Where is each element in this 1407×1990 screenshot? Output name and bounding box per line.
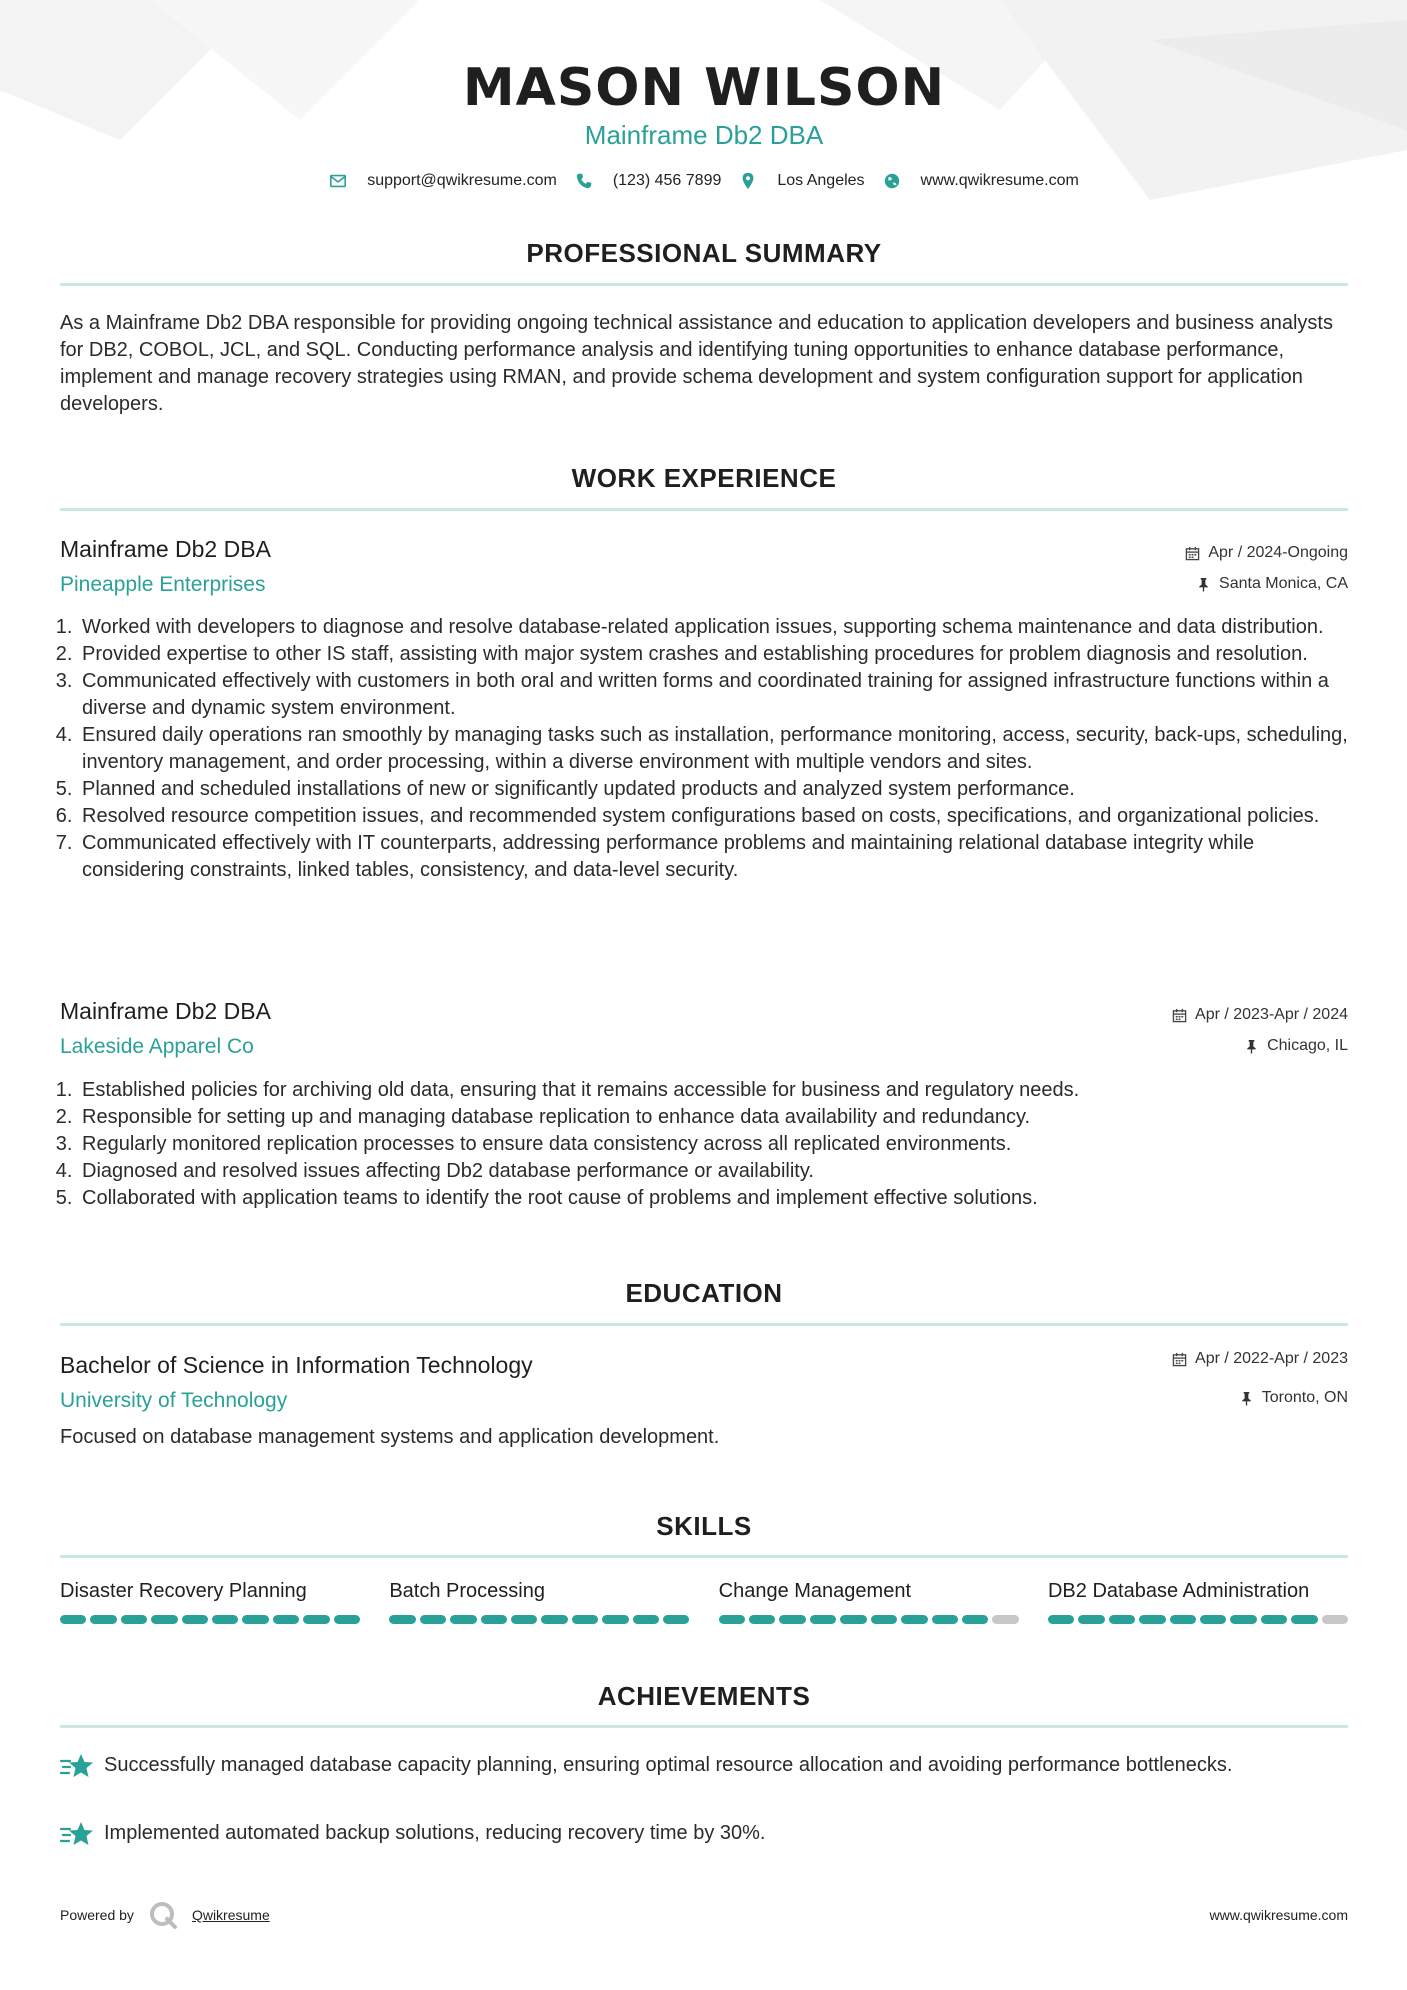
skill-level-segment	[1139, 1615, 1165, 1624]
star-icon	[60, 1752, 94, 1780]
skill-level-segment	[992, 1615, 1018, 1624]
job-dates	[1185, 544, 1348, 562]
job-dates	[1172, 1006, 1348, 1024]
skill-level-segment	[719, 1615, 745, 1624]
job-location-text: Chicago, IL	[1267, 1037, 1348, 1054]
contact-phone-text: (123) 456 7899	[612, 172, 722, 189]
skill-level-segment	[1230, 1615, 1256, 1624]
list-item: 5. Collaborated with application teams to identify the root cause of problems and implement effective solutions.	[78, 1185, 1348, 1212]
job-title: Mainframe Db2 DBA	[60, 998, 271, 1024]
job-dates-text: Apr / 2023-Apr / 2024	[1195, 1006, 1348, 1023]
skill-item	[389, 1580, 689, 1624]
skill-level-segment	[273, 1615, 299, 1624]
location-pin-icon	[739, 172, 757, 190]
skill-level-segment	[932, 1615, 958, 1624]
skill-level-segment	[1261, 1615, 1287, 1624]
job-location	[1196, 575, 1348, 593]
skill-level-segment	[90, 1615, 116, 1624]
skill-level-segment	[871, 1615, 897, 1624]
skill-name: Batch Processing	[389, 1580, 545, 1602]
education-location-text: Toronto, ON	[1261, 1389, 1348, 1406]
pushpin-icon	[1244, 1039, 1259, 1054]
job-dates-text: Apr / 2024-Ongoing	[1208, 544, 1348, 561]
list-item: 2. Responsible for setting up and managing database replication to enhance data availability and redundancy.	[78, 1104, 1348, 1131]
skill-level-segment	[541, 1615, 567, 1624]
job-location	[1244, 1037, 1348, 1055]
experience-heading: WORK EXPERIENCE	[571, 463, 837, 493]
list-item: 7. Communicated effectively with IT counterparts, addressing performance problems and maintaining relational database integrity while considering constraints, linked tables, consistency, and data-level security.	[78, 830, 1348, 884]
phone-icon	[575, 172, 593, 190]
skill-item	[60, 1580, 360, 1624]
summary-heading: PROFESSIONAL SUMMARY	[526, 238, 882, 268]
globe-icon	[883, 172, 901, 190]
brand-link[interactable]: Qwikresume	[191, 1907, 270, 1923]
skill-name: Change Management	[718, 1580, 912, 1602]
skill-level-segment	[334, 1615, 360, 1624]
education-dates-text: Apr / 2022-Apr / 2023	[1195, 1350, 1348, 1367]
skill-level-segment	[450, 1615, 476, 1624]
skill-level-segment	[633, 1615, 659, 1624]
contact-website-text: www.qwikresume.com	[920, 172, 1079, 189]
candidate-name: MASON WILSON	[462, 58, 946, 118]
list-item: 5. Planned and scheduled installations of new or significantly updated products and analyzed system performance.	[78, 776, 1348, 803]
achievements-divider	[60, 1725, 1348, 1728]
skill-name: Disaster Recovery Planning	[60, 1580, 307, 1602]
pushpin-icon	[1196, 577, 1211, 592]
skill-level-segment	[60, 1615, 86, 1624]
footer-url[interactable]: www.qwikresume.com	[1209, 1907, 1348, 1923]
calendar-icon	[1172, 1008, 1187, 1023]
skill-level-segment	[1048, 1615, 1074, 1624]
job-company: Pineapple Enterprises	[60, 573, 266, 596]
education-location	[1239, 1389, 1348, 1407]
summary-text: As a Mainframe Db2 DBA responsible for providing ongoing technical assistance and education to application developers and business analysts for DB2, COBOL, JCL, and SQL. Conducting performance analysis and identifying tuning opportunities to enhance database performance, implement and manage recovery strategies using RMAN, and provide schema development and system configuration support for application developers.	[60, 312, 1333, 415]
list-item: 4. Diagnosed and resolved issues affecting Db2 database performance or availability.	[78, 1158, 1348, 1185]
skill-level-segment	[1109, 1615, 1135, 1624]
list-item: 6. Resolved resource competition issues, and recommended system configurations based on costs, specifications, and organizational policies.	[78, 803, 1348, 830]
skill-level-segment	[242, 1615, 268, 1624]
skill-level-segment	[151, 1615, 177, 1624]
achievement-item	[60, 1752, 1348, 1780]
skill-level-segment	[481, 1615, 507, 1624]
calendar-icon	[1185, 546, 1200, 561]
skill-level-segment	[602, 1615, 628, 1624]
contact-location-text: Los Angeles	[777, 172, 865, 189]
skill-level-segment	[779, 1615, 805, 1624]
skills-heading: SKILLS	[656, 1511, 752, 1541]
skill-item	[719, 1580, 1019, 1624]
skill-level-bar	[389, 1615, 689, 1624]
skill-level-segment	[420, 1615, 446, 1624]
pushpin-icon	[1239, 1391, 1254, 1406]
powered-by	[60, 1900, 270, 1930]
contact-email-text: support@qwikresume.com	[367, 172, 557, 189]
list-item: 1. Worked with developers to diagnose and resolve database-related application issues, supporting schema maintenance and data distribution.	[78, 614, 1348, 641]
list-item: 3. Communicated effectively with customers in both oral and written forms and coordinated training for assigned infrastructure functions within a diverse and dynamic system environment.	[78, 668, 1348, 722]
education-description: Focused on database management systems and application development.	[60, 1426, 720, 1448]
skill-level-segment	[389, 1615, 415, 1624]
skills-list	[60, 1580, 1348, 1624]
skill-level-segment	[121, 1615, 147, 1624]
skill-level-segment	[810, 1615, 836, 1624]
skill-level-segment	[1291, 1615, 1317, 1624]
contact-phone[interactable]	[575, 172, 722, 190]
skill-level-segment	[1078, 1615, 1104, 1624]
list-item: 4. Ensured daily operations ran smoothly by managing tasks such as installation, performance monitoring, access, security, back-ups, scheduling, inventory management, and order processing, within a diverse environment with multiple vendors and sites.	[78, 722, 1348, 776]
skill-level-segment	[212, 1615, 238, 1624]
skill-level-segment	[962, 1615, 988, 1624]
education-school: University of Technology	[60, 1389, 288, 1412]
skill-level-segment	[749, 1615, 775, 1624]
skill-level-segment	[182, 1615, 208, 1624]
skill-item	[1048, 1580, 1348, 1624]
skills-divider	[60, 1555, 1348, 1558]
achievement-text: Successfully managed database capacity planning, ensuring optimal resource allocation and avoiding performance bottlenecks.	[104, 1754, 1233, 1776]
skill-level-segment	[663, 1615, 689, 1624]
skill-level-segment	[901, 1615, 927, 1624]
skill-level-segment	[840, 1615, 866, 1624]
job-bullets	[78, 614, 1348, 884]
contact-website[interactable]	[883, 172, 1079, 190]
contact-location	[739, 172, 864, 190]
education-degree: Bachelor of Science in Information Technology	[60, 1352, 533, 1378]
skill-level-segment	[1170, 1615, 1196, 1624]
skill-level-segment	[303, 1615, 329, 1624]
list-item: 1. Established policies for archiving old data, ensuring that it remains accessible for business and regulatory needs.	[78, 1077, 1348, 1104]
list-item: 2. Provided expertise to other IS staff, assisting with major system crashes and establishing procedures for problem diagnosis and resolution.	[78, 641, 1348, 668]
powered-by-label: Powered by	[60, 1907, 134, 1923]
achievements-heading: ACHIEVEMENTS	[597, 1681, 811, 1711]
contact-email[interactable]	[329, 172, 557, 190]
skill-level-segment	[1322, 1615, 1348, 1624]
envelope-icon	[329, 172, 347, 190]
achievement-item	[60, 1820, 1348, 1848]
contact-bar	[60, 172, 1348, 190]
candidate-role: Mainframe Db2 DBA	[584, 120, 824, 150]
summary-divider	[60, 283, 1348, 286]
job-company: Lakeside Apparel Co	[60, 1035, 254, 1058]
job-location-text: Santa Monica, CA	[1219, 575, 1348, 592]
calendar-icon	[1172, 1352, 1187, 1367]
skill-level-segment	[511, 1615, 537, 1624]
list-item: 3. Regularly monitored replication processes to ensure data consistency across all replicated environments.	[78, 1131, 1348, 1158]
education-divider	[60, 1323, 1348, 1326]
job-title: Mainframe Db2 DBA	[60, 536, 271, 562]
qwikresume-logo-icon	[148, 1900, 178, 1930]
experience-divider	[60, 508, 1348, 511]
skill-level-bar	[1048, 1615, 1348, 1624]
skill-level-segment	[572, 1615, 598, 1624]
footer	[60, 1900, 1348, 1930]
education-heading: EDUCATION	[625, 1278, 783, 1308]
skill-level-bar	[719, 1615, 1019, 1624]
achievement-text: Implemented automated backup solutions, reducing recovery time by 30%.	[104, 1822, 766, 1844]
job-bullets	[78, 1077, 1348, 1212]
skill-name: DB2 Database Administration	[1047, 1580, 1310, 1602]
education-dates	[1172, 1350, 1348, 1368]
star-icon	[60, 1820, 94, 1848]
skill-level-bar	[60, 1615, 360, 1624]
skill-level-segment	[1200, 1615, 1226, 1624]
